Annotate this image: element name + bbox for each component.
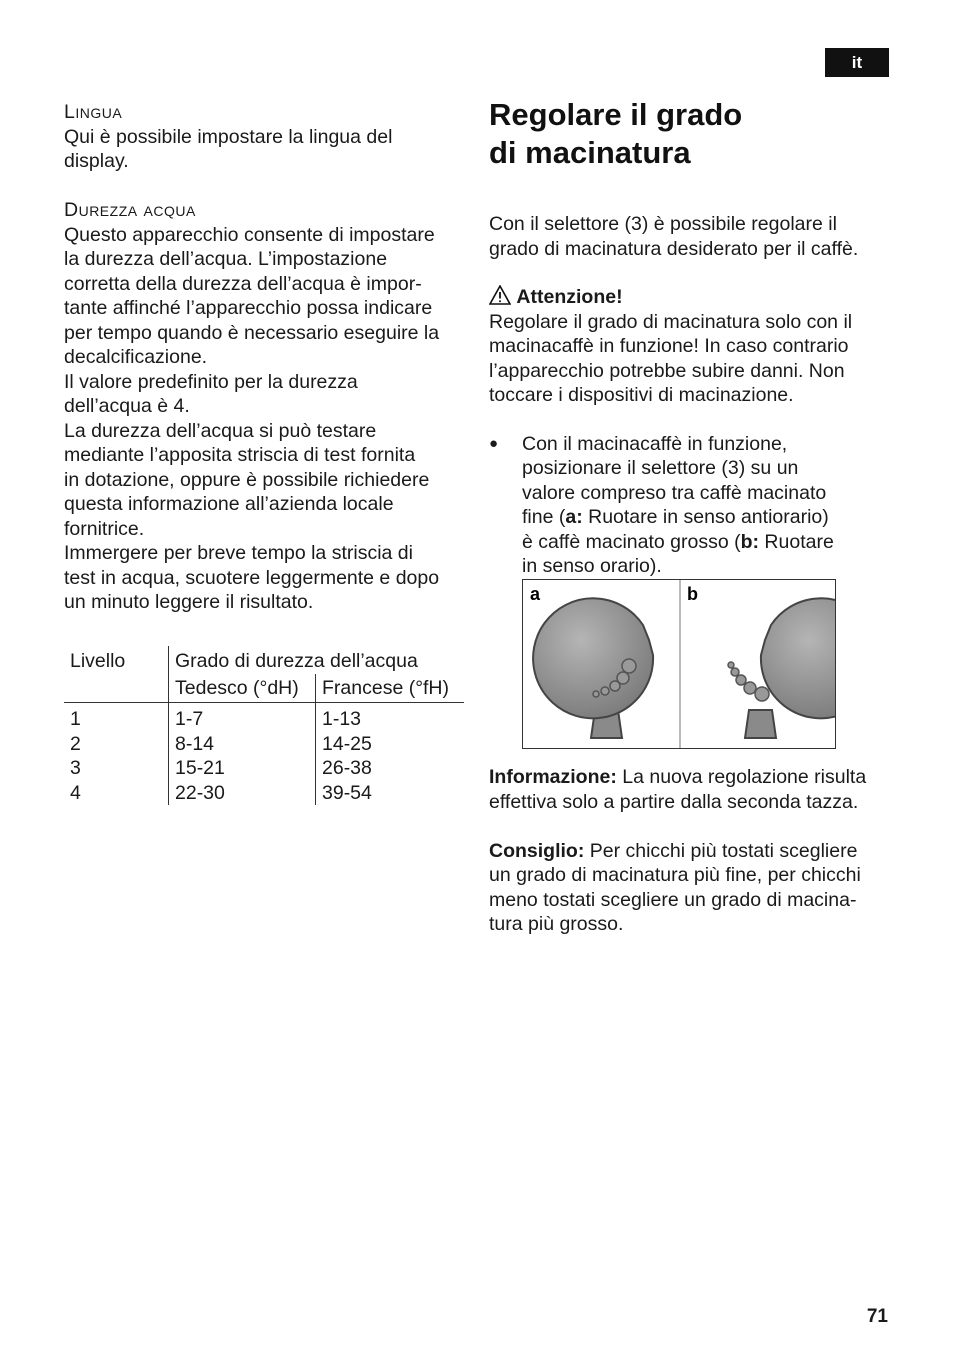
tip-label: Consiglio: — [489, 839, 585, 862]
warning-text-line: Regolare il grado di macinatura solo con il — [489, 310, 853, 333]
bullet-line: valore compreso tra caffè macinato — [522, 481, 827, 504]
table-row — [64, 732, 464, 757]
tip-line: un grado di macinatura più fine, per chicchi — [489, 864, 861, 886]
warning-text-line: l’apparecchio potrebbe subire danni. Non — [489, 359, 845, 382]
info-line: Informazione: La nuova regolazione risulta — [489, 766, 867, 788]
bullet-line: in senso orario). — [522, 555, 662, 577]
page-number: 71 — [866, 1306, 888, 1327]
info-line: effettiva solo a partire dalla seconda tazza. — [489, 790, 859, 813]
table-row — [64, 781, 464, 806]
info-label: Informazione: — [489, 766, 617, 788]
grinder-figure — [522, 579, 836, 749]
language-tab: it — [825, 48, 889, 77]
table-header-level: Livello — [70, 650, 126, 672]
table-cell: 8-14 — [169, 732, 316, 757]
durezza-text-line: un minuto leggere il risultato. — [64, 591, 314, 613]
right-column — [489, 96, 889, 579]
table-header-group: Grado di durezza dell’acqua — [169, 646, 465, 674]
page-title — [489, 96, 889, 172]
lingua-text-line: Qui è possibile impostare la lingua del — [64, 125, 393, 148]
lingua-text-line: display. — [64, 150, 129, 172]
durezza-text-line: in dotazione, oppure è possibile richiedere — [64, 468, 430, 491]
bullet-line: fine (a: Ruotare in senso antiorario) — [522, 506, 829, 528]
table-cell: 2 — [70, 732, 81, 755]
bullet-line: è caffè macinato grosso (b: Ruotare — [522, 530, 834, 553]
dial-b — [761, 598, 835, 718]
warning-text-line: macinacaffè in funzione! In caso contrario — [489, 335, 849, 357]
left-column — [64, 100, 464, 615]
table-cell: 4 — [70, 781, 81, 804]
table-cell: 3 — [70, 757, 81, 779]
intro-line: Con il selettore (3) è possibile regolare il — [489, 213, 837, 235]
durezza-text-line: Questo apparecchio consente di impostare — [64, 223, 435, 246]
table-row — [64, 756, 464, 781]
durezza-text-line: mediante l’apposita striscia di test fornita — [64, 444, 416, 466]
tip-line: tura più grosso. — [489, 913, 624, 935]
durezza-text-line: decalcificazione. — [64, 346, 208, 368]
durezza-text-line: la durezza dell’acqua. L’impostazione — [64, 248, 388, 270]
table-cell: 1-7 — [169, 703, 316, 732]
tip-line: meno tostati scegliere un grado di macina- — [489, 888, 857, 911]
table-cell: 39-54 — [316, 781, 465, 806]
durezza-text-line: Immergere per breve tempo la striscia di — [64, 542, 413, 564]
bullet-line: Con il macinacaffè in funzione, — [522, 432, 788, 455]
durezza-text-line: fornitrice. — [64, 517, 145, 540]
durezza-text — [64, 223, 464, 615]
warning-title: Attenzione! — [516, 286, 623, 308]
warning-text-line: toccare i dispositivi di macinazione. — [489, 384, 794, 406]
intro-line: grado di macinatura desiderato per il caffè. — [489, 237, 859, 260]
table-cell: 14-25 — [316, 732, 465, 757]
tip-line: Consiglio: Per chicchi più tostati scegliere — [489, 839, 858, 862]
title-line: Regolare il grado — [489, 97, 743, 132]
warning-text — [489, 310, 889, 408]
table-header-fr: Francese (°fH) — [316, 674, 465, 703]
durezza-text-line: test in acqua, scuotere leggermente e dopo — [64, 566, 440, 589]
grinder-illustration — [523, 580, 835, 748]
warning-triangle-icon — [489, 285, 511, 305]
dial-a — [533, 598, 653, 718]
durezza-text-line: per tempo quando è necessario eseguire la — [64, 321, 440, 344]
durezza-heading: Durezza acqua — [64, 199, 196, 221]
bullet-item — [489, 432, 889, 579]
title-line: di macinatura — [489, 135, 691, 170]
durezza-text-line: questa informazione all’azienda locale — [64, 493, 394, 515]
warning-title-row — [489, 285, 889, 310]
durezza-text-line: La durezza dell’acqua si può testare — [64, 419, 377, 442]
table-cell: 1-13 — [316, 703, 465, 732]
durezza-text-line: tante affinché l’apparecchio possa indicare — [64, 297, 433, 319]
table-cell: 1 — [70, 708, 81, 730]
durezza-text-line: dell’acqua è 4. — [64, 395, 190, 417]
table-cell: 22-30 — [169, 781, 316, 806]
durezza-text-line: Il valore predefinito per la durezza — [64, 370, 358, 393]
fig-label-a: a — [530, 584, 541, 604]
table-row — [64, 703, 464, 732]
fig-label-b: b — [687, 584, 698, 604]
water-hardness-table — [64, 646, 464, 805]
bullet-line: posizionare il selettore (3) su un — [522, 457, 799, 479]
bullet-symbol: ● — [489, 434, 499, 452]
table-cell: 15-21 — [169, 756, 316, 781]
notes — [489, 765, 889, 937]
lingua-heading: Lingua — [64, 101, 123, 123]
durezza-text-line: corretta della durezza dell’acqua è impor- — [64, 272, 422, 295]
dial-b-base — [745, 710, 776, 738]
table-cell: 26-38 — [316, 756, 465, 781]
table-header-de: Tedesco (°dH) — [169, 674, 316, 703]
